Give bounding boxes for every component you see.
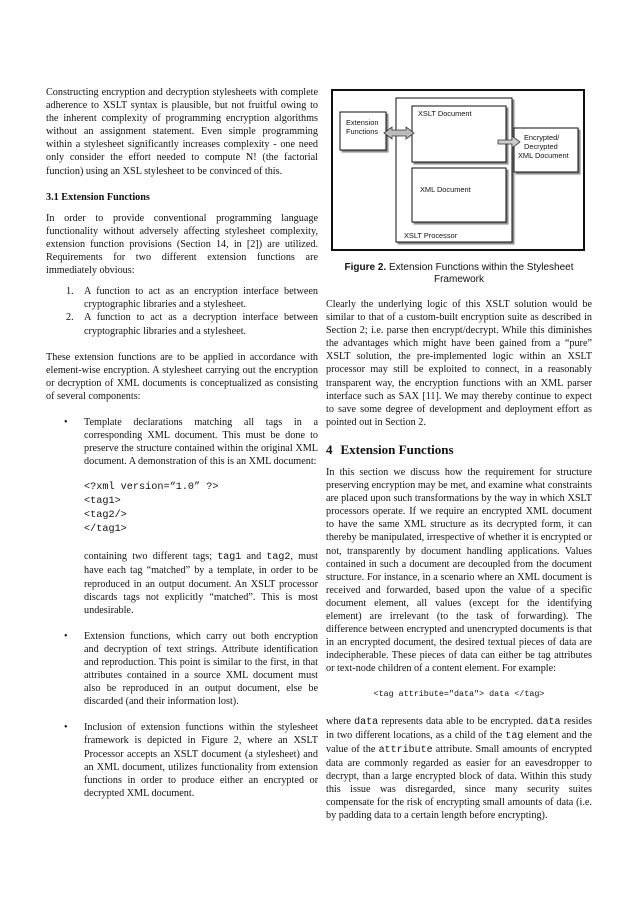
code-line: </tag1> xyxy=(84,524,127,536)
code-example: <tag attribute="data"> data </tag> xyxy=(373,689,545,700)
code-line: <?xml version=“1.0” ?> xyxy=(84,482,219,494)
code-tag1: tag1 xyxy=(217,552,242,564)
list-item xyxy=(64,630,318,709)
figure-caption xyxy=(326,262,592,286)
bullet-continuation xyxy=(84,550,318,616)
extension-functions-label-2: Functions xyxy=(346,127,379,136)
text-span: element and the value of the xyxy=(326,729,593,755)
text-span: attribute. Small amounts of encrypted data are commonly regarded as easier for an eavesdropper to decrypt, than a large encrypted block of data. Within this study this issue was disregarded, since many security suites compensate for the risk of encrypting small amounts of data (i.e. by padding data to a certain length before encrypting). xyxy=(326,743,592,822)
figure-caption-text: Extension Functions within the Stylesheet Framework xyxy=(388,262,574,285)
bullet-icon: • xyxy=(64,416,68,428)
bullet-text: Extension functions, which carry out both encryption and decryption of text strings. Attribute identification and reproduction. This point is similar to the first, in that attributes contained in a source XML document must also be reproduced in an output document, else be discarded (and their information lost). xyxy=(84,630,318,708)
list-item xyxy=(64,721,318,800)
figure-2-diagram xyxy=(326,84,592,256)
code-data: data xyxy=(536,716,561,728)
list-item xyxy=(66,285,318,311)
text-span: represents data able to be encrypted. xyxy=(378,715,537,727)
section-4-title: Extension Functions xyxy=(340,441,454,457)
right-column xyxy=(326,298,592,822)
right-paragraph-1: Clearly the underlying logic of this XSLT solution would be similar to that of a custom-built encryption suite as described in Section 2; i.e. parse then encrypt/decrypt. While this diminishes the advantages which might have been gained from a “pure” XSLT solution, the pre-implemented logic within an XSLT processor may still be exploited to connect, in a reasonably transparent way, the encryption functions with an XML parser interface such as SAX [11]. We may thereby continue to expect to save some degree of development and deployment effort as pointed out in Section 2. xyxy=(326,299,592,428)
list-item xyxy=(66,311,318,337)
section-4-number: 4 xyxy=(326,441,333,457)
bullet-icon: • xyxy=(64,630,68,642)
xslt-processor-label: XSLT Processor xyxy=(404,231,458,240)
left-column xyxy=(46,86,318,800)
code-tag: tag xyxy=(505,730,524,742)
list-item-text: A function to act as a decryption interface between cryptographic libraries and a stylesheet. xyxy=(84,312,318,337)
text-span: , must have each tag “matched” by a template, in order to be reproduced in an output document. An XSLT processor discards tags not explicitly “matched”. This is most undesirable. xyxy=(84,551,318,616)
text-span: where xyxy=(326,715,355,727)
bullet-text: Template declarations matching all tags in a corresponding XML document. This must be done to preserve the structure contained within the original XML document. A demonstration of this is an XML document: xyxy=(84,416,318,468)
output-label-2: Decrypted xyxy=(524,142,558,151)
right-paragraph-2: In this section we discuss how the requirement for structure preserving encryption may be met, and examine what constraints are placed upon such transformations by the way in which XSLT processors operate. If we require an encrypted XML document to have the same XML structure as its decrypted form, it can thereby be manipulated, irrespective of whether it is encrypted or not, transparently by document handling applications. Values contained in such a document are decoupled from the document structure. For instance, in a scenario where an XML document is received and forwarded, based upon the value of a specific document element, all values (except for the identifying element) are irrelevant (to the task of forwarding). The difference between encrypted and unencrypted documents is that in an encrypted document, the desired textual pieces of data are indecipherable. These pieces of data can either be tag attributes or text-node children of a content element. For example: xyxy=(326,466,592,675)
xslt-document-label: XSLT Document xyxy=(418,109,472,118)
section-3-1-paragraph: In order to provide conventional programming language functionality without adversely affecting stylesheet complexity, extension function provisions (Section 14, in [2]) are utilized. Requirements for two different extension functions are immediately obvious: xyxy=(46,212,318,277)
code-block xyxy=(84,481,318,537)
section-3-1-heading: 3.1 Extension Functions xyxy=(46,191,150,203)
components-paragraph: These extension functions are to be applied in accordance with element-wise encryption. A stylesheet carrying out the encryption or decryption of XML documents is conceptualized as consisting of several components: xyxy=(46,351,318,402)
list-number: 1. xyxy=(66,286,74,298)
output-label-1: Encrypted/ xyxy=(524,133,560,142)
components-list xyxy=(46,416,318,800)
bullet-text: Inclusion of extension functions within the stylesheet framework is depicted in Figure 2, where an XSLT Processor accepts an XSLT document (a stylesheet) and an XML document, utilizes functionality from extension functions in order to produce either an encrypted or decrypted XML document. xyxy=(84,722,318,799)
right-paragraph-3 xyxy=(326,715,592,823)
list-number: 2. xyxy=(66,312,74,324)
list-item-text: A function to act as an encryption interface between cryptographic libraries and a stylesheet. xyxy=(84,286,318,311)
text-span: containing two different tags; xyxy=(84,551,218,563)
code-line: <tag2/> xyxy=(84,510,127,522)
code-tag2: tag2 xyxy=(266,552,291,564)
code-attribute: attribute xyxy=(378,744,433,756)
section-4-heading xyxy=(326,442,592,458)
text-span: and xyxy=(241,551,267,563)
diagram-svg xyxy=(326,84,592,256)
code-line: <tag1> xyxy=(84,496,121,508)
text-span: resides in two different locations, as a child of the xyxy=(326,715,593,741)
output-label-3: XML Document xyxy=(518,151,569,160)
list-item xyxy=(64,416,318,617)
requirements-list xyxy=(46,285,318,337)
bullet-icon: • xyxy=(64,722,68,734)
code-data: data xyxy=(354,716,379,728)
figure-caption-label: Figure 2. xyxy=(344,262,387,273)
intro-paragraph: Constructing encryption and decryption stylesheets with complete adherence to XSLT syntax is plausible, but not fruitful owing to the inherent complexity of programming encryption algorithms without an assignment statement. Even simple programming within a stylesheet significantly increases complexity - one need only consider the effort needed to compute N! (the factorial function) using an XSL stylesheet to be convinced of this. xyxy=(46,87,318,177)
xml-document-label: XML Document xyxy=(420,185,471,194)
extension-functions-label-1: Extension xyxy=(346,118,379,127)
xml-document-box xyxy=(412,168,506,222)
